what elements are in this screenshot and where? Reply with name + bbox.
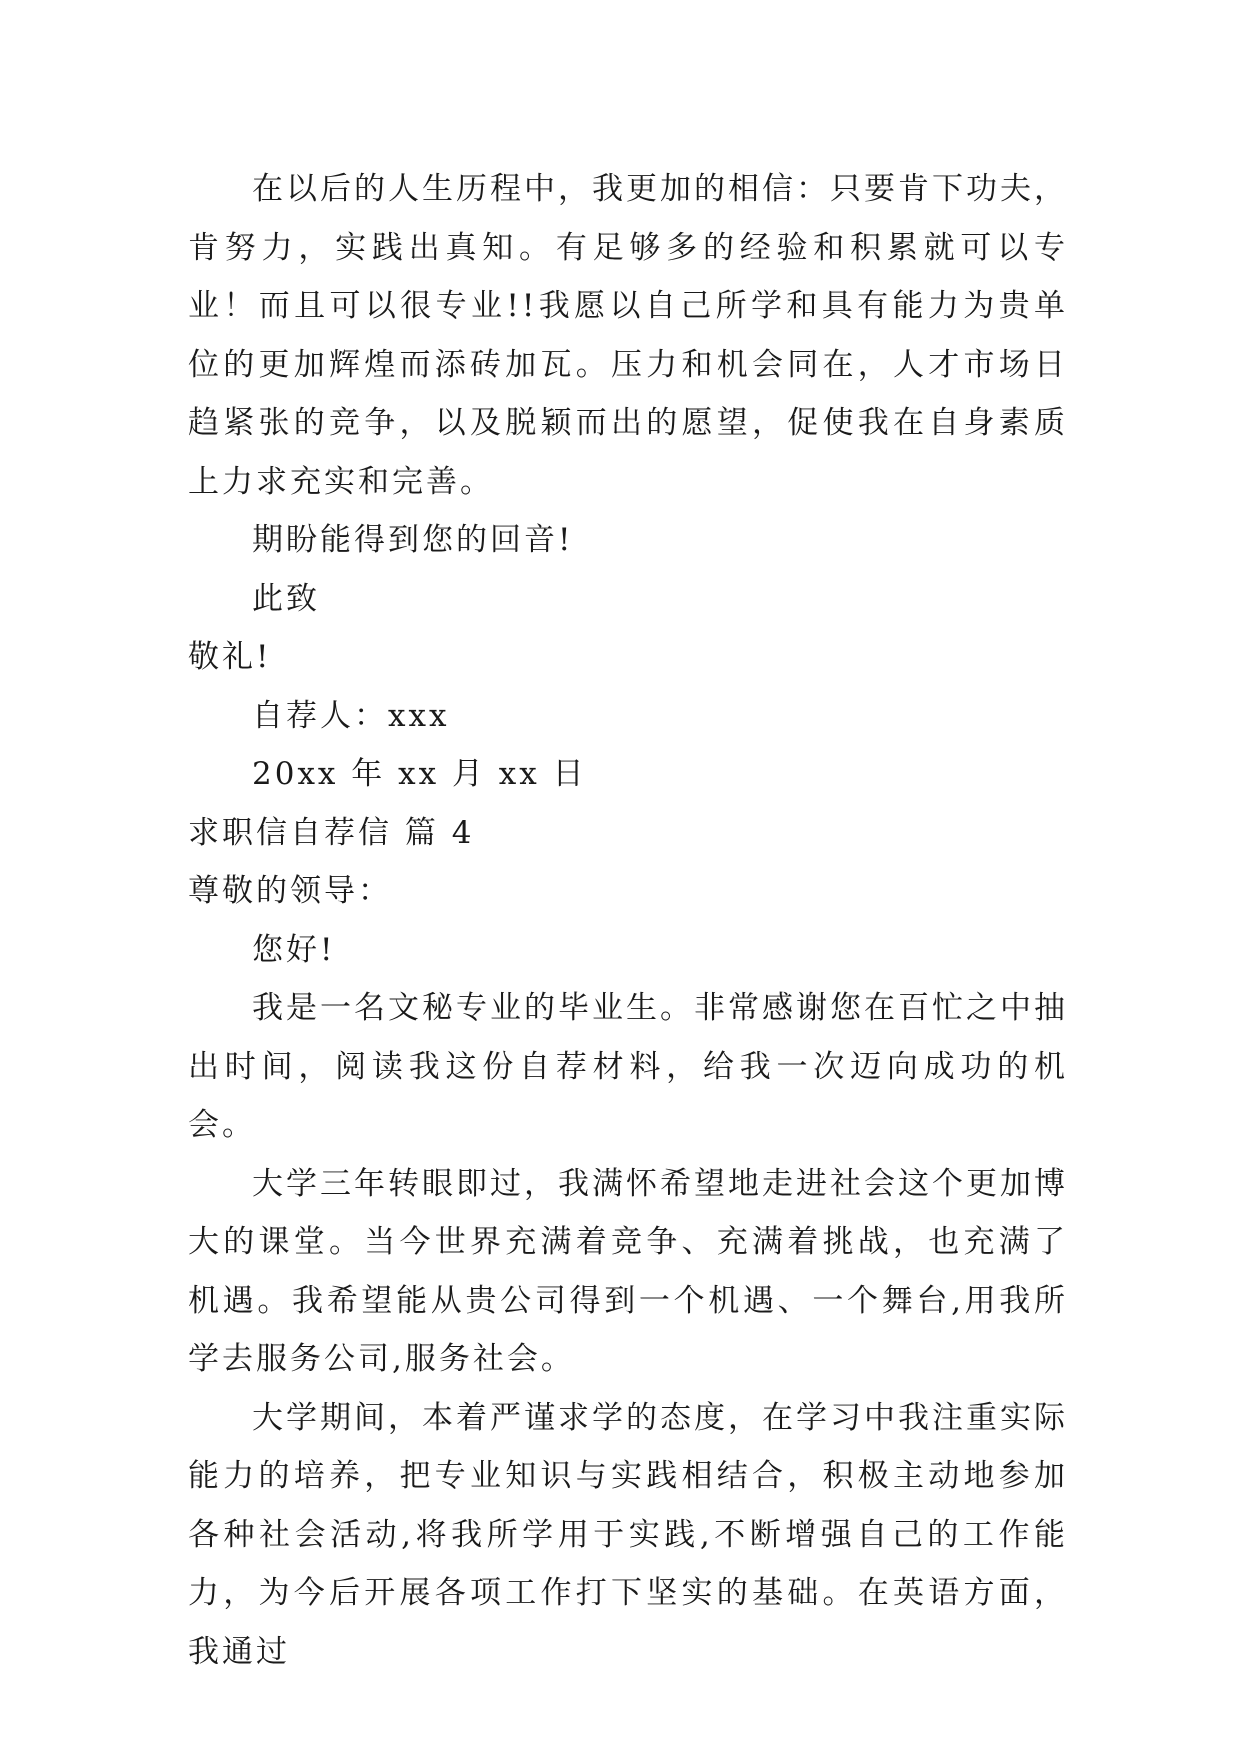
greeting-recipient: 尊敬的领导： — [188, 873, 392, 909]
signature-date: 20xx 年 xx 月 xx 日 — [252, 756, 587, 792]
signature-name: 自荐人：xxx — [252, 697, 450, 734]
paragraph-future: 在以后的人生历程中，我更加的相信：只要肯下功夫，肯努力，实践出真知。有足够多的经验和积累就可以专业！而且可以很专业!!我愿以自己所学和具有能力为贵单位的更加辉煌而添砖加瓦。压力和机会同在，人才市场日趋紧张的竞争，以及脱颖而出的愿望，促使我在自身素质上力求充实和完善。 — [188, 171, 1068, 500]
section-heading: 求职信自荐信 篇 4 — [188, 814, 475, 851]
closing-regards: 敬礼! — [188, 639, 272, 675]
paragraph-await-reply: 期盼能得到您的回音! — [252, 522, 574, 558]
paragraph-university-study: 大学期间，本着严谨求学的态度，在学习中我注重实际能力的培养，把专业知识与实践相结合，积极主动地参加各种社会活动,将我所学用于实践,不断增强自己的工作能力，为今后开展各项工作打下坚实的基础。在英语方面，我通过 — [188, 1399, 1068, 1670]
greeting-hello: 您好! — [252, 931, 336, 968]
paragraph-introduction: 我是一名文秘专业的毕业生。非常感谢您在百忙之中抽出时间，阅读我这份自荐材料，给我一次迈向成功的机会。 — [188, 990, 1068, 1143]
letter-body — [188, 160, 1068, 1681]
closing-salutation: 此致 — [252, 580, 320, 617]
paragraph-university-years: 大学三年转眼即过，我满怀希望地走进社会这个更加博大的课堂。当今世界充满着竞争、充满着挑战，也充满了机遇。我希望能从贵公司得到一个机遇、一个舞台,用我所学去服务公司,服务社会。 — [188, 1165, 1068, 1377]
